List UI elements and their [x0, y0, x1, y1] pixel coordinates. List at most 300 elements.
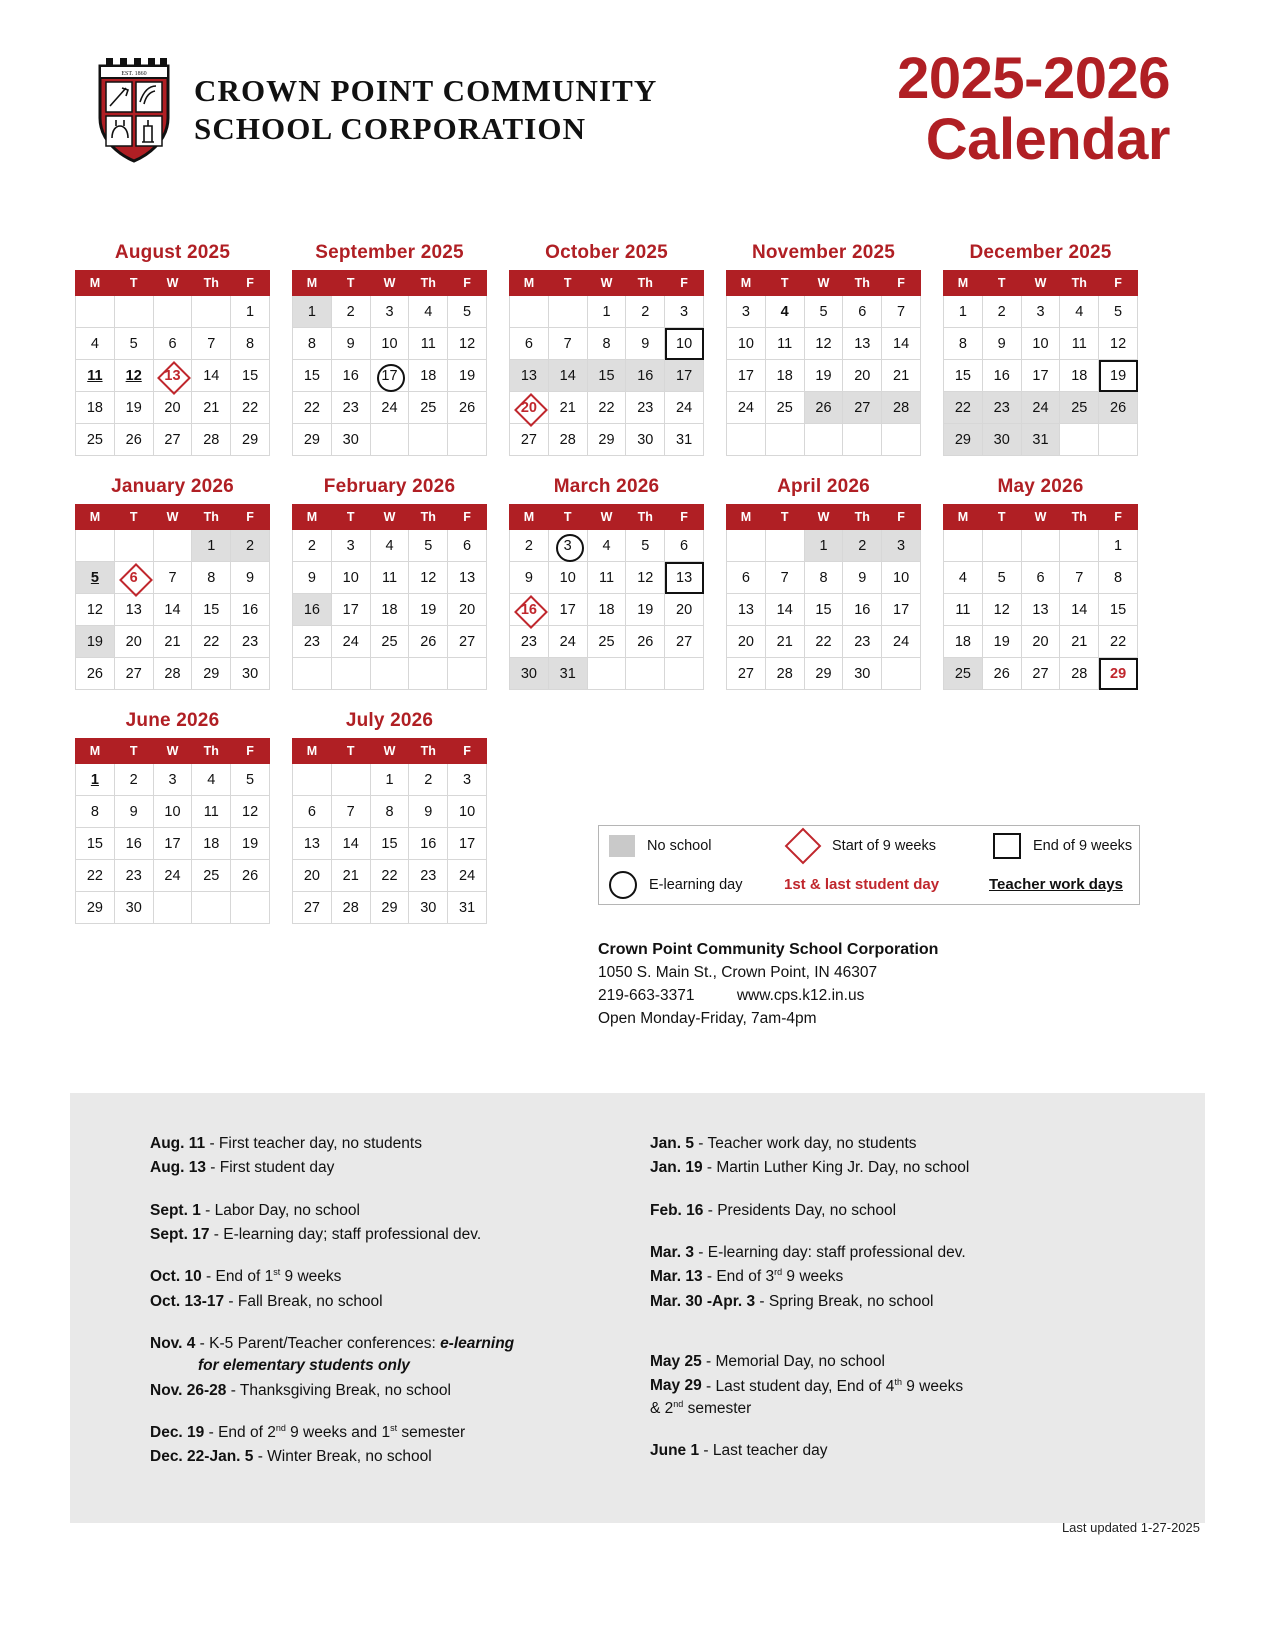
day-cell — [626, 530, 665, 562]
day-number: 1 — [90, 771, 99, 788]
day-cell — [409, 892, 448, 924]
day-cell — [370, 562, 409, 594]
day-number: 27 — [125, 665, 142, 682]
month-may-2026 — [943, 476, 1138, 690]
week-row — [510, 562, 704, 594]
day-cell — [409, 796, 448, 828]
day-cell — [114, 892, 153, 924]
day-cell — [1099, 626, 1138, 658]
weekday-header: Th — [192, 505, 231, 530]
day-number: 6 — [858, 303, 867, 320]
day-cell — [293, 328, 332, 360]
day-cell — [192, 764, 231, 796]
day-cell — [370, 392, 409, 424]
day-number: 9 — [858, 569, 867, 586]
day-cell — [765, 328, 804, 360]
notes-spacer — [150, 1182, 670, 1200]
note-text: - E-learning day: staff professional dev. — [693, 1243, 966, 1261]
day-number: 26 — [637, 633, 654, 650]
day-cell — [843, 594, 882, 626]
day-number: 20 — [1032, 633, 1049, 650]
day-number — [192, 892, 230, 923]
day-number: 4 — [424, 303, 433, 320]
day-number: 3 — [897, 537, 906, 554]
day-cell — [548, 562, 587, 594]
day-cell — [192, 658, 231, 690]
day-cell — [153, 626, 192, 658]
day-number: 1 — [246, 303, 255, 320]
weekday-header: M — [727, 271, 766, 296]
day-number: 16 — [303, 601, 320, 618]
month-title: July 2026 — [345, 710, 434, 731]
day-cell — [153, 594, 192, 626]
contact-phone-web — [598, 985, 938, 1008]
day-number: 27 — [520, 431, 537, 448]
day-number: 23 — [303, 633, 320, 650]
note-item — [650, 1200, 1170, 1222]
day-number: 6 — [307, 803, 316, 820]
day-cell — [76, 392, 115, 424]
empty-cell — [153, 296, 192, 328]
day-number: 16 — [420, 835, 437, 852]
note-item — [650, 1375, 1170, 1420]
day-cell — [1060, 562, 1099, 594]
day-number — [332, 764, 370, 795]
note-date: May 29 — [650, 1377, 702, 1395]
day-number: 10 — [459, 803, 476, 820]
month-table — [292, 270, 487, 456]
day-cell — [765, 562, 804, 594]
day-cell — [510, 594, 549, 626]
day-cell — [76, 626, 115, 658]
day-cell — [370, 360, 409, 392]
day-number: 6 — [115, 562, 153, 593]
day-cell — [153, 828, 192, 860]
weekday-header: T — [331, 505, 370, 530]
day-cell — [510, 562, 549, 594]
day-cell — [727, 392, 766, 424]
day-number: 20 — [125, 633, 142, 650]
day-number: 26 — [1110, 399, 1127, 416]
weekday-header: T — [548, 505, 587, 530]
day-number: 22 — [1110, 633, 1127, 650]
note-item — [650, 1133, 1170, 1155]
month-september-2025 — [292, 242, 487, 456]
day-number: 28 — [203, 431, 220, 448]
day-number: 15 — [954, 367, 971, 384]
day-cell — [370, 796, 409, 828]
day-number — [293, 764, 331, 795]
month-october-2025 — [509, 242, 704, 456]
day-cell — [587, 562, 626, 594]
empty-cell — [231, 892, 270, 924]
empty-cell — [1060, 424, 1099, 456]
day-number: 8 — [90, 803, 99, 820]
day-cell — [944, 626, 983, 658]
day-number: 21 — [776, 633, 793, 650]
day-number: 8 — [307, 335, 316, 352]
day-number: 22 — [954, 399, 971, 416]
day-number: 9 — [997, 335, 1006, 352]
day-cell — [114, 764, 153, 796]
day-number: 3 — [1036, 303, 1045, 320]
day-number: 25 — [954, 665, 971, 682]
day-number — [115, 296, 153, 327]
day-cell — [510, 658, 549, 690]
week-row — [510, 392, 704, 424]
day-cell — [331, 328, 370, 360]
note-item — [150, 1157, 670, 1179]
day-cell — [982, 296, 1021, 328]
weekday-header: T — [331, 739, 370, 764]
day-number: 24 — [1032, 399, 1049, 416]
day-number: 20 — [510, 392, 548, 423]
day-number — [332, 658, 370, 689]
day-cell — [1060, 626, 1099, 658]
note-date: Aug. 11 — [150, 1135, 206, 1152]
weekday-header: M — [76, 739, 115, 764]
week-row — [727, 328, 921, 360]
day-number: 9 — [346, 335, 355, 352]
day-number: 23 — [342, 399, 359, 416]
day-number: 5 — [90, 569, 99, 586]
day-cell — [944, 594, 983, 626]
day-number: 4 — [207, 771, 216, 788]
day-number: 25 — [86, 431, 103, 448]
weekday-header: M — [76, 271, 115, 296]
day-number: 24 — [164, 867, 181, 884]
day-number: 22 — [242, 399, 259, 416]
day-number — [371, 658, 409, 689]
weekday-header: M — [944, 505, 983, 530]
day-number: 14 — [1071, 601, 1088, 618]
day-cell — [665, 360, 704, 392]
note-date: Aug. 13 — [150, 1159, 206, 1177]
week-row — [944, 658, 1138, 690]
day-number: 2 — [246, 537, 255, 554]
weekday-header: W — [370, 739, 409, 764]
note-item — [650, 1266, 1170, 1288]
day-cell — [370, 296, 409, 328]
day-number: 3 — [463, 771, 472, 788]
empty-cell — [409, 658, 448, 690]
day-cell — [1099, 296, 1138, 328]
day-cell — [626, 360, 665, 392]
day-number: 16 — [637, 367, 654, 384]
day-cell — [626, 562, 665, 594]
day-cell — [331, 296, 370, 328]
day-cell — [510, 360, 549, 392]
day-cell — [231, 360, 270, 392]
day-number: 17 — [1032, 367, 1049, 384]
day-cell — [153, 658, 192, 690]
note-text: - E-learning day; staff professional dev. — [209, 1225, 482, 1243]
weekday-header: W — [587, 505, 626, 530]
note-text: - K-5 Parent/Teacher conferences: — [195, 1335, 441, 1353]
legend-end-9weeks-label: End of 9 weeks — [1033, 837, 1133, 854]
day-cell — [76, 764, 115, 796]
day-cell — [409, 328, 448, 360]
day-number — [231, 892, 269, 923]
empty-cell — [192, 296, 231, 328]
week-row — [76, 764, 270, 796]
day-cell — [409, 530, 448, 562]
day-cell — [587, 328, 626, 360]
day-number — [1022, 530, 1060, 561]
day-cell — [1099, 562, 1138, 594]
day-number — [154, 892, 192, 923]
day-cell — [510, 530, 549, 562]
notes-spacer — [650, 1224, 1170, 1242]
day-cell — [1099, 360, 1138, 392]
week-row — [510, 360, 704, 392]
day-number — [805, 424, 843, 455]
day-number: 28 — [342, 899, 359, 916]
month-title: June 2026 — [125, 710, 220, 731]
day-number: 4 — [602, 537, 611, 554]
day-cell — [114, 658, 153, 690]
weekday-header: M — [293, 271, 332, 296]
day-number — [626, 658, 664, 689]
day-number: 30 — [993, 431, 1010, 448]
day-number: 13 — [676, 569, 693, 586]
day-cell — [448, 530, 487, 562]
day-number: 29 — [815, 665, 832, 682]
day-number: 26 — [993, 665, 1010, 682]
month-title: October 2025 — [545, 242, 668, 263]
day-cell — [548, 594, 587, 626]
note-date: Sept. 1 — [150, 1201, 201, 1219]
day-number: 1 — [602, 303, 611, 320]
note-emphasis-line2: for elementary students only — [198, 1357, 410, 1375]
empty-cell — [882, 424, 921, 456]
day-cell — [587, 296, 626, 328]
empty-cell — [153, 892, 192, 924]
day-number — [448, 658, 486, 689]
day-number — [510, 296, 548, 327]
day-cell — [231, 328, 270, 360]
day-cell — [448, 828, 487, 860]
svg-text:EST. 1860: EST. 1860 — [121, 71, 147, 77]
day-number: 1 — [819, 537, 828, 554]
day-cell — [231, 626, 270, 658]
day-number: 19 — [993, 633, 1010, 650]
day-cell — [548, 658, 587, 690]
empty-cell — [1060, 530, 1099, 562]
day-cell — [448, 328, 487, 360]
month-row — [75, 242, 1195, 456]
day-number: 11 — [420, 335, 436, 352]
day-cell — [114, 360, 153, 392]
month-march-2026 — [509, 476, 704, 690]
black-square-icon — [993, 833, 1021, 859]
day-number: 30 — [520, 665, 537, 682]
empty-cell — [448, 424, 487, 456]
day-cell — [510, 424, 549, 456]
day-cell — [843, 530, 882, 562]
note-item — [150, 1380, 670, 1402]
day-number: 27 — [854, 399, 871, 416]
day-cell — [882, 296, 921, 328]
day-cell — [626, 424, 665, 456]
day-number: 18 — [776, 367, 793, 384]
day-number: 10 — [342, 569, 359, 586]
week-row — [944, 424, 1138, 456]
day-number: 11 — [381, 569, 398, 586]
weekday-header: F — [665, 505, 704, 530]
week-row — [293, 328, 487, 360]
day-cell — [370, 530, 409, 562]
day-cell — [331, 626, 370, 658]
day-number: 12 — [637, 569, 654, 586]
day-number: 21 — [1071, 633, 1088, 650]
day-number: 29 — [242, 431, 259, 448]
note-item — [650, 1351, 1170, 1373]
week-row — [944, 360, 1138, 392]
day-cell — [843, 328, 882, 360]
day-number: 15 — [598, 367, 615, 384]
day-number: 22 — [303, 399, 320, 416]
weekday-header: M — [510, 271, 549, 296]
weekday-header: F — [882, 271, 921, 296]
day-number: 20 — [459, 601, 476, 618]
day-number: 6 — [168, 335, 177, 352]
week-row — [293, 296, 487, 328]
day-number: 25 — [776, 399, 793, 416]
day-cell — [76, 360, 115, 392]
day-cell — [1060, 328, 1099, 360]
day-number: 17 — [342, 601, 359, 618]
day-number: 21 — [342, 867, 359, 884]
crown-point-shield-icon — [96, 56, 172, 164]
day-cell — [331, 424, 370, 456]
day-cell — [409, 562, 448, 594]
day-number: 15 — [815, 601, 832, 618]
legend-elearning — [609, 871, 784, 899]
day-cell — [331, 860, 370, 892]
day-number: 11 — [598, 569, 615, 586]
day-number: 19 — [459, 367, 476, 384]
weekday-header: M — [293, 739, 332, 764]
weekday-header: Th — [626, 505, 665, 530]
day-cell — [548, 530, 587, 562]
day-cell — [448, 594, 487, 626]
day-number: 31 — [459, 899, 476, 916]
day-number: 18 — [86, 399, 103, 416]
day-number: 23 — [420, 867, 437, 884]
day-cell — [882, 594, 921, 626]
day-cell — [293, 796, 332, 828]
day-number: 13 — [520, 367, 537, 384]
day-number — [76, 530, 114, 561]
day-cell — [1021, 360, 1060, 392]
day-cell — [114, 328, 153, 360]
empty-cell — [804, 424, 843, 456]
day-number: 22 — [86, 867, 103, 884]
day-number: 6 — [524, 335, 533, 352]
day-number: 19 — [420, 601, 437, 618]
day-number: 5 — [997, 569, 1006, 586]
day-number: 20 — [737, 633, 754, 650]
calendar-title — [897, 48, 1170, 171]
day-number: 13 — [854, 335, 871, 352]
day-number: 4 — [780, 303, 789, 320]
day-cell — [370, 828, 409, 860]
day-cell — [192, 796, 231, 828]
day-number: 12 — [459, 335, 476, 352]
gray-square-icon — [609, 835, 635, 857]
day-number: 19 — [1110, 367, 1127, 384]
day-cell — [626, 296, 665, 328]
month-title: May 2026 — [997, 476, 1084, 497]
day-number: 14 — [776, 601, 793, 618]
note-item — [650, 1291, 1170, 1313]
contact-name: Crown Point Community School Corporation — [598, 941, 939, 958]
day-cell — [1060, 296, 1099, 328]
day-number: 11 — [203, 803, 219, 820]
legend-start-9weeks-label: Start of 9 weeks — [832, 837, 936, 854]
legend-first-last-student-label: 1st & last student day — [784, 876, 940, 893]
note-text: - First student day — [205, 1159, 335, 1177]
day-cell — [370, 860, 409, 892]
empty-cell — [370, 424, 409, 456]
note-date: Mar. 3 — [650, 1243, 694, 1261]
contact-website[interactable]: www.cps.k12.in.us — [736, 986, 865, 1004]
day-cell — [331, 892, 370, 924]
day-cell — [982, 392, 1021, 424]
day-cell — [153, 392, 192, 424]
page-header — [0, 48, 1275, 188]
day-number: 7 — [168, 569, 177, 586]
day-number: 17 — [676, 367, 693, 384]
note-item — [150, 1133, 670, 1155]
note-date: Nov. 4 — [150, 1335, 196, 1353]
day-number: 29 — [598, 431, 615, 448]
week-row — [293, 594, 487, 626]
contact-hours: Open Monday-Friday, 7am-4pm — [598, 1009, 817, 1027]
note-item — [150, 1446, 670, 1468]
day-cell — [1099, 594, 1138, 626]
empty-cell — [409, 424, 448, 456]
day-number: 27 — [737, 665, 754, 682]
day-number: 2 — [858, 537, 867, 554]
day-number — [293, 658, 331, 689]
week-row — [76, 360, 270, 392]
empty-cell — [765, 530, 804, 562]
week-row — [76, 392, 270, 424]
weekday-header: T — [114, 739, 153, 764]
month-table — [75, 504, 270, 690]
day-cell — [804, 328, 843, 360]
day-number: 9 — [129, 803, 138, 820]
contact-phone: 219-663-3371 — [598, 986, 695, 1004]
day-cell — [727, 328, 766, 360]
note-date: Mar. 30 -Apr. 3 — [650, 1292, 756, 1310]
month-april-2026 — [726, 476, 921, 690]
day-number: 15 — [303, 367, 320, 384]
day-cell — [510, 626, 549, 658]
day-cell — [1060, 658, 1099, 690]
day-number: 6 — [1036, 569, 1045, 586]
black-circle-icon — [609, 871, 637, 899]
month-table — [292, 738, 487, 924]
note-text: - End of 2nd 9 weeks and 1st semester — [204, 1422, 466, 1442]
day-number — [1099, 424, 1137, 455]
note-text: - Memorial Day, no school — [701, 1353, 885, 1371]
day-number: 23 — [993, 399, 1010, 416]
day-cell — [843, 360, 882, 392]
note-date: June 1 — [650, 1442, 700, 1460]
